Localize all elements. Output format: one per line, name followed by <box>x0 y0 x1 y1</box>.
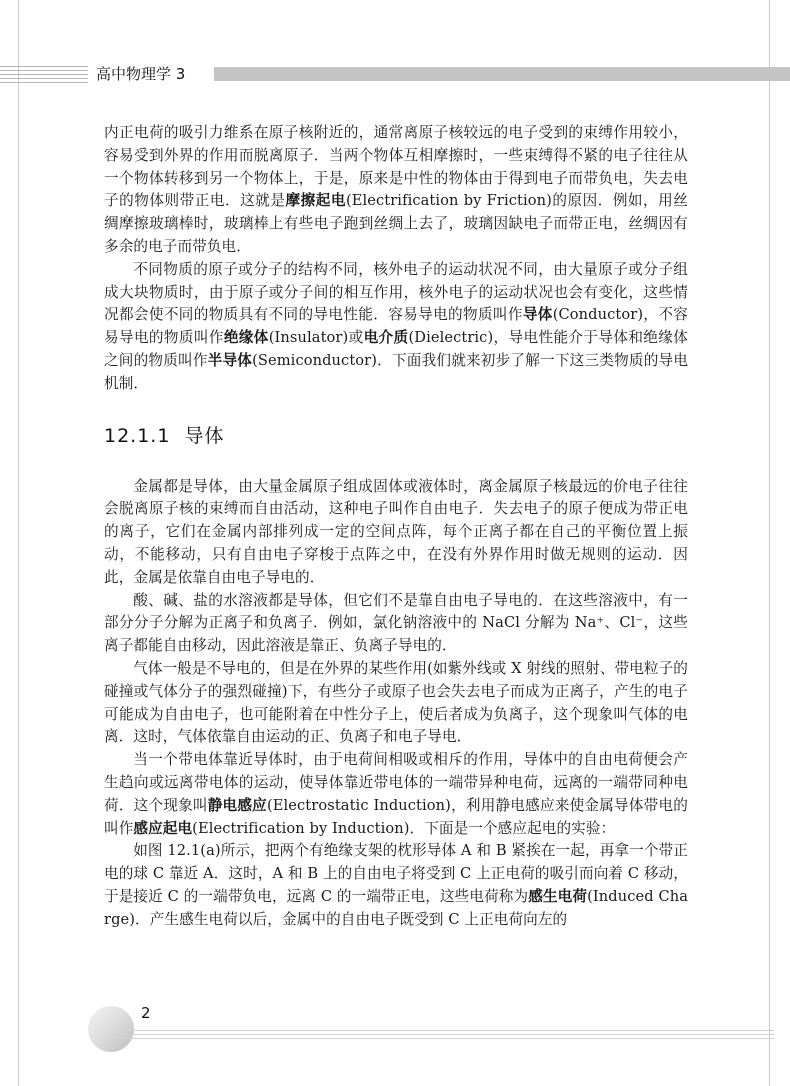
footer-rule <box>114 1034 774 1035</box>
text-run: 酸、碱、盐的水溶液都是导体，但它们不是靠自由电子导电的．在这些溶液中，有一部分分子分解为正离子和负离子．例如，氯化钠溶液中的 NaCl 分解为 Na⁺、Cl⁻，这些离子都能自由移动，因此溶液是靠正、负离子导电的． <box>104 591 688 655</box>
text-run: (Semiconductor)．下面我们就来初步了解一下这三类物质的导电机制． <box>104 351 689 392</box>
page-header <box>0 64 790 86</box>
text-run: 不同物质的原子或分子的结构不同，核外电子的运动状况不同，由大量原子或分子组成大块物质时，由于原子或分子间的相互作用，核外电子的运动状况也会有变化，这些情况都会使不同的物质具有不同的导电性能．容易导电的物质叫作 <box>104 260 688 324</box>
text-run: (Dielectric)，导电性能介于导体和绝缘体之间的物质叫作 <box>104 329 688 369</box>
text-run: 金属都是导体，由大量金属原子组成固体或液体时，离金属原子核最远的价电子往往会脱离原子核的束缚而自由活动，这种电子叫作自由电子．失去电子的原子便成为带正电的离子，它们在金属内部排列成一定的空间点阵，每个正离子都在自己的平衡位置上振动，不能移动，只有自由电子穿梭于点阵之中，在没有外界作用时做无规则的运动．因此，金属是依靠自由电子导电的． <box>104 477 688 586</box>
text-run: (Induced Charge)．产生感生电荷以后，金属中的自由电子既受到 C 上正电荷向左的 <box>104 887 689 928</box>
page-number: 2 <box>141 1004 151 1022</box>
key-term: 感应起电 <box>133 819 193 837</box>
section-title: 导体 <box>184 424 225 447</box>
text-run: 内正电荷的吸引力维系在原子核附近的，通常离原子核较远的电子受到的束缚作用较小，容易受到外界的作用而脱离原子．当两个物体互相摩擦时，一些束缚得不紧的电子往往从一个物体转移到另一个物体上，于是，原来是中性的物体由于得到电子而带负电，失去电子的物体则带正电．这就是 <box>104 124 688 210</box>
paragraph <box>104 122 688 259</box>
header-rule <box>0 74 88 75</box>
footer-circle-ornament <box>88 1006 134 1052</box>
paragraph <box>104 658 688 749</box>
paragraph <box>104 749 688 840</box>
page-body <box>104 122 688 932</box>
key-term: 摩擦起电 <box>285 192 346 210</box>
key-term: 绝缘体 <box>223 329 269 347</box>
footer-rule <box>114 1038 774 1039</box>
text-run: 当一个带电体靠近导体时，由于电荷间相吸或相斥的作用，导体中的自由电荷便会产生趋向或远离带电体的运动，使导体靠近带电体的一端带异种电荷，远离的一端带同种电荷．这个现象叫 <box>104 751 688 814</box>
section-text <box>104 476 688 932</box>
key-term: 电介质 <box>363 329 409 347</box>
page-footer <box>0 1000 790 1060</box>
text-run: (Conductor)，不容易导电的物质叫作 <box>104 306 688 347</box>
footer-rule <box>114 1030 774 1031</box>
intro-text <box>104 122 688 396</box>
paragraph <box>104 259 688 396</box>
paragraph <box>104 476 688 590</box>
key-term: 感生电荷 <box>528 887 588 905</box>
header-rule <box>0 70 88 71</box>
key-term: 静电感应 <box>207 796 267 814</box>
paragraph <box>104 590 688 658</box>
key-term: 导体 <box>522 306 553 324</box>
text-run: 气体一般是不导电的，但是在外界的某些作用(如紫外线或 X 射线的照射、带电粒子的碰撞或气体分子的强烈碰撞)下，有些分子或原子也会失去电子而成为正离子，产生的电子可能成为自由电子，也可能附着在中性分子上，使后者成为负离子，这个现象叫气体的电离．这时，气体依靠自由运动的正、负离子和电子导电． <box>104 659 688 746</box>
header-bar <box>214 67 790 81</box>
text-run: (Electrification by Friction)的原因．例如，用丝绸摩擦玻璃棒时，玻璃棒上有些电子跑到丝绸上去了，玻璃因缺电子而带正电，丝绸因有多余的电子而带负电． <box>104 192 688 255</box>
text-run: 如图 12.1(a)所示，把两个有绝缘支架的枕形导体 A 和 B 紧挨在一起，再拿一个带正电的球 C 靠近 A．这时，A 和 B 上的自由电子将受到 C 上正电荷的吸引而向着 C 移动，于是接近 C 的一端带负电，远离 C 的一端带正电，这些电荷称为 <box>104 842 688 905</box>
key-term: 半导体 <box>207 351 253 369</box>
header-rule <box>0 66 88 67</box>
section-number: 12.1.1 <box>104 424 171 447</box>
text-run: (Electrostatic Induction)，利用静电感应来使金属导体带电的叫作 <box>104 796 688 837</box>
header-rule <box>0 82 88 83</box>
book-title: 高中物理学 3 <box>96 65 186 83</box>
text-run: (Insulator)或 <box>268 329 364 347</box>
section-heading <box>104 396 688 476</box>
footer-rules <box>114 1030 774 1044</box>
text-run: (Electrification by Induction)．下面是一个感应起电的实验： <box>192 819 616 837</box>
header-rule <box>0 78 88 79</box>
paragraph <box>104 840 688 931</box>
